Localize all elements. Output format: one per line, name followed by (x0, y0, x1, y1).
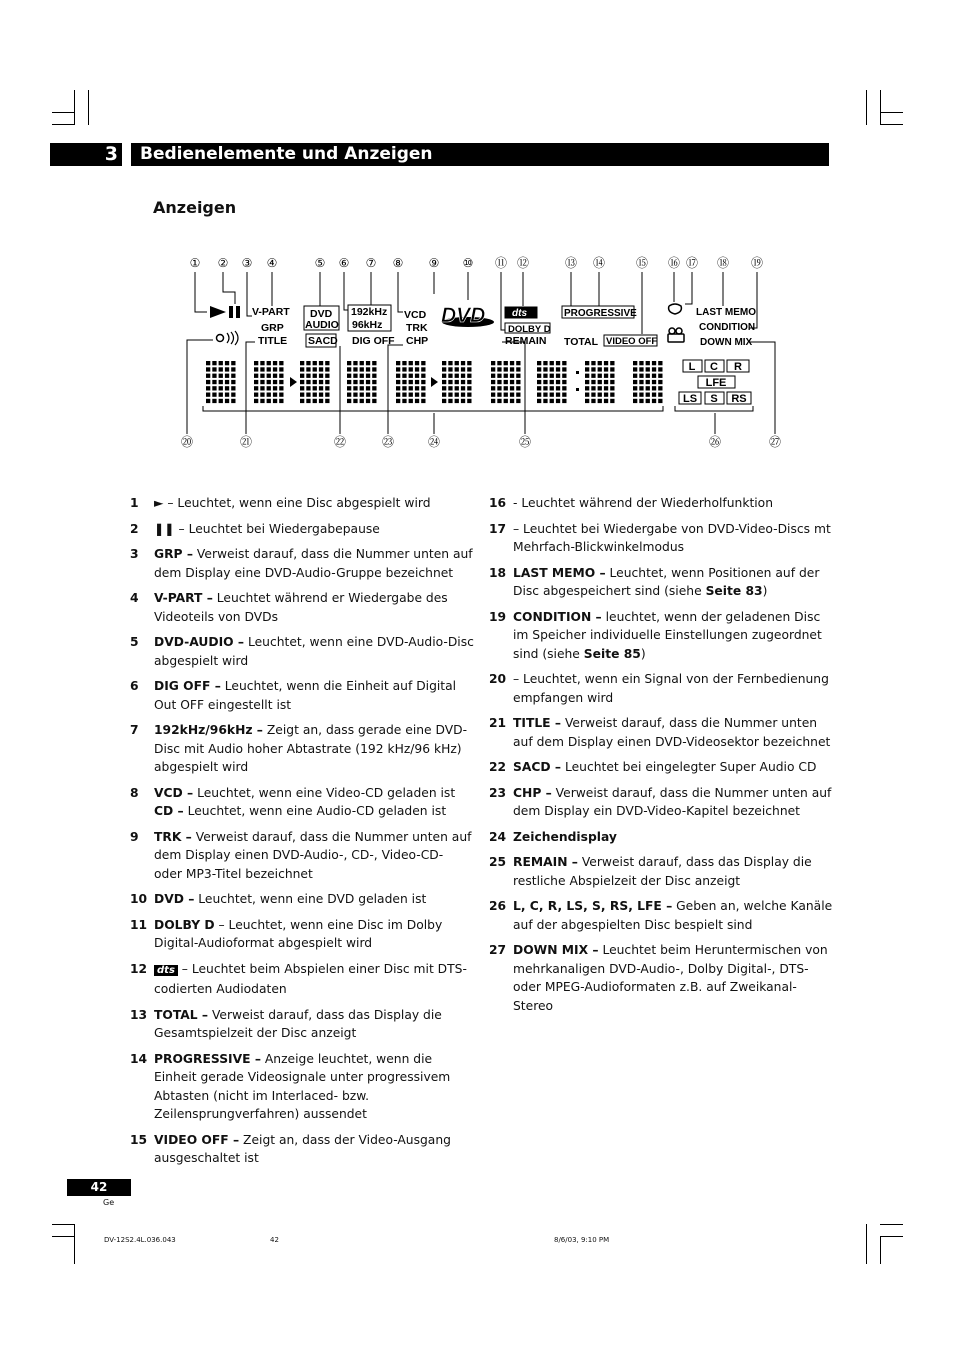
item-number: 15 (130, 1132, 148, 1147)
callout-6: ⑥ (338, 256, 350, 270)
callout-20: ⑳ (180, 435, 194, 449)
item-term: TOTAL – (154, 1007, 209, 1022)
item-term: GRP – (154, 547, 194, 561)
repeat-icon (669, 304, 682, 314)
label-chp: CHP (406, 335, 429, 347)
item-number: 20 (489, 672, 507, 686)
item-text: – Leuchtet, wenn eine Disc abgespielt wird (163, 496, 431, 510)
channel-rs: RS (731, 393, 747, 405)
item-text: Verweist darauf, dass die Nummer unten auf dem Display ein DVD-Video-Kapitel bezeichnet (513, 785, 832, 818)
item-number: 22 (489, 760, 507, 774)
item-term: PROGRESSIVE – (154, 1051, 261, 1066)
description-item (489, 784, 834, 821)
item-number: 11 (130, 917, 148, 932)
item-text: Leuchtet, wenn eine Audio-CD geladen ist (183, 804, 447, 818)
description-item (489, 494, 834, 513)
description-item (489, 941, 834, 1015)
play-icon (210, 306, 226, 318)
item-term: Seite 83 (705, 584, 763, 598)
item-term: V-PART – (154, 591, 213, 605)
description-item (489, 564, 834, 601)
item-text: Verweist darauf, dass das Display die Gesamtspielzeit der Disc anzeigt (154, 1007, 442, 1040)
item-text: ) (640, 646, 646, 661)
item-text: Leuchtet bei eingelegter Super Audio CD (561, 760, 817, 774)
label-192khz: 192kHz (351, 306, 388, 318)
label-title: TITLE (258, 335, 288, 347)
label-sacd: SACD (308, 335, 338, 347)
label-grp: GRP (261, 322, 284, 334)
label-vcd: VCD (404, 309, 427, 321)
label-downmix: DOWN MIX (700, 337, 753, 348)
crop-mark (880, 124, 903, 125)
separator-arrow-icon (290, 377, 297, 387)
item-text: Leuchtet, wenn eine DVD-Audio-Disc abgespielt wird (154, 635, 474, 668)
item-text: Leuchtet, wenn Positionen auf der Disc abgespeichert sind (siehe (513, 565, 820, 598)
channel-l: L (688, 361, 696, 373)
crop-mark (880, 1236, 903, 1237)
description-item (130, 545, 475, 582)
item-text: Verweist darauf, dass die Nummer unten auf dem Display einen DVD-Videosektor bezeichnet (513, 716, 831, 749)
label-condition: CONDITION (699, 322, 756, 333)
item-number: 24 (489, 829, 507, 844)
item-text: Anzeige leuchtet, wenn die Einheit gerade Videosignale unter progressivem Abtasten (nicht im Interlaced- bzw. Zeilensprungverfahren) aussendet (154, 1051, 451, 1121)
callout-17: ⑰ (685, 256, 699, 270)
description-item (130, 916, 475, 953)
footer-page: 42 (270, 1236, 279, 1244)
callout-10: ⑩ (462, 256, 474, 270)
crop-mark (52, 124, 75, 125)
channel-r: R (734, 361, 742, 373)
label-remain: REMAIN (505, 335, 547, 347)
angle-icon (668, 328, 684, 342)
item-text: Zeigt an, dass der Video-Ausgang ausgeschaltet ist (154, 1132, 451, 1165)
callout-14: ⑭ (592, 256, 606, 270)
callout-27: ㉗ (768, 435, 782, 449)
crop-mark (880, 112, 903, 113)
item-number: 17 (489, 521, 507, 536)
colon-dot (576, 388, 579, 391)
item-text: Verweist darauf, dass die Nummer unten auf dem Display eine DVD-Audio-Gruppe bezeichnet (154, 547, 473, 580)
item-term: DVD-AUDIO – (154, 635, 245, 649)
callout-15: ⑮ (635, 256, 649, 270)
item-term: SACD – (513, 760, 562, 774)
item-term: DVD – (154, 892, 195, 906)
item-number: 4 (130, 591, 139, 605)
item-text: Zeigt an, dass gerade eine DVD-Disc mit Audio hoher Abtastrate (192 kHz/96 kHz) abgespielt wird (154, 723, 468, 774)
callout-22: ㉒ (333, 435, 347, 449)
item-term: TRK – (154, 829, 192, 844)
description-item (130, 721, 475, 777)
label-videooff: VIDEO OFF (606, 336, 658, 347)
header-gap (122, 143, 131, 166)
description-item (130, 677, 475, 714)
item-text: – Leuchtet bei Wiedergabe von DVD-Video-Discs mt Mehrfach-Blickwinkelmodus (513, 521, 831, 554)
item-number: 8 (130, 785, 139, 800)
separator-arrow-icon (431, 377, 438, 387)
callout-5: ⑤ (314, 256, 326, 270)
item-term: VIDEO OFF – (154, 1132, 240, 1147)
description-item (489, 670, 834, 707)
description-item (489, 608, 834, 664)
item-number: 21 (489, 716, 507, 730)
pause-icon (236, 306, 240, 318)
description-item (130, 828, 475, 884)
description-list-right (489, 494, 834, 1022)
item-text: Leuchtet, wenn die Einheit auf Digital Out OFF eingestellt ist (154, 679, 457, 712)
item-term: ► (154, 496, 164, 510)
chapter-number: 3 (104, 143, 118, 165)
crop-mark (52, 1224, 75, 1225)
label-digoff: DIG OFF (352, 335, 395, 347)
label-dvd: DVD (310, 308, 333, 320)
item-number: 14 (130, 1051, 148, 1066)
item-text: – Leuchtet, wenn ein Signal von der Fernbedienung empfangen wird (513, 672, 829, 705)
channel-ls: LS (682, 393, 698, 405)
item-number: 5 (130, 635, 139, 649)
crop-mark (880, 1224, 903, 1225)
item-text: Verweist darauf, dass das Display die restliche Abspielzeit der Disc anzeigt (513, 855, 812, 888)
channel-s: S (710, 393, 718, 405)
crop-mark (88, 90, 89, 125)
item-number: 3 (130, 547, 139, 561)
label-trk: TRK (406, 322, 428, 334)
callout-13: ⑬ (564, 256, 578, 270)
crop-mark (880, 1236, 881, 1264)
item-number: 18 (489, 565, 507, 580)
description-item (489, 520, 834, 557)
remote-signal-icon (217, 335, 224, 342)
crop-mark (880, 90, 881, 125)
item-text: – Leuchtet bei Wiedergabepause (174, 521, 380, 536)
label-96khz: 96kHz (352, 319, 383, 331)
item-text: ) (762, 584, 768, 598)
item-term: REMAIN – (513, 855, 578, 869)
label-total: TOTAL (564, 336, 599, 348)
callout-21: ㉑ (239, 435, 253, 449)
item-number: 7 (130, 723, 139, 737)
item-number: 12 (130, 961, 148, 976)
display-diagram (175, 250, 785, 455)
callout-18: ⑱ (716, 256, 730, 270)
crop-mark (74, 90, 75, 125)
item-text: – Leuchtet beim Abspielen einer Disc mit DTS-codierten Audiodaten (154, 961, 467, 996)
colon-dot (576, 371, 579, 374)
channel-lfe: LFE (705, 377, 727, 389)
item-term: CONDITION – (513, 609, 602, 624)
callout-19: ⑲ (750, 256, 764, 270)
description-item (130, 1050, 475, 1124)
description-item (130, 784, 475, 821)
item-term: LAST MEMO – (513, 565, 606, 580)
item-text: Verweist darauf, dass die Nummer unten auf dem Display einen DVD-Audio-, CD-, Video-CD- oder MP3-Titel bezeichnet (154, 829, 472, 881)
callout-25: ㉕ (518, 435, 532, 449)
page-number: 42 (67, 1179, 131, 1196)
section-title: Anzeigen (153, 198, 237, 217)
callout-4: ④ (266, 256, 278, 270)
item-term: DOLBY D (154, 917, 215, 932)
description-item (489, 897, 834, 934)
callout-24: ㉔ (427, 435, 441, 449)
label-audio: AUDIO (305, 319, 339, 331)
item-term: CHP – (513, 785, 552, 800)
callout-1: ① (189, 256, 201, 270)
crop-mark (52, 1236, 75, 1237)
item-text: Geben an, welche Kanäle auf der abgespielten Disc bespielt sind (513, 899, 833, 932)
footer-file: DV-12S2.4L.036.043 (104, 1236, 176, 1244)
callout-9: ⑨ (428, 256, 440, 270)
item-term: TITLE – (513, 716, 562, 730)
item-number: 25 (489, 855, 507, 869)
item-text: leuchtet, wenn der geladenen Disc im Speicher individuelle Einstellungen zugeordnet sind (siehe (513, 609, 822, 661)
crop-mark (74, 1224, 75, 1264)
description-item (130, 494, 475, 513)
description-item (489, 714, 834, 751)
item-number: 10 (130, 892, 148, 906)
chapter-number-box (50, 143, 122, 166)
callout-2: ② (217, 256, 229, 270)
dts-logo: dts (512, 308, 527, 319)
item-number: 26 (489, 899, 507, 913)
item-term: 192kHz/96kHz – (154, 723, 263, 737)
callout-26: ㉖ (708, 435, 722, 449)
channel-c: C (710, 361, 718, 373)
label-progressive: PROGRESSIVE (564, 308, 637, 319)
item-text: Leuchtet beim Heruntermischen von mehrkanaligen DVD-Audio-, Dolby Digital-, DTS- oder MPEG-Audioformaten z.B. auf Zweikanal-Stereo (513, 943, 828, 1013)
crop-mark (866, 90, 867, 125)
footer-date: 8/6/03, 9:10 PM (554, 1236, 610, 1244)
item-term: dts (154, 965, 178, 976)
description-item (130, 633, 475, 670)
callout-11: ⑪ (494, 256, 508, 270)
item-term: DOWN MIX – (513, 943, 599, 957)
label-vpart: V-PART (252, 306, 290, 318)
callout-23: ㉓ (381, 435, 395, 449)
callout-7: ⑦ (365, 256, 377, 270)
description-list-left (130, 494, 475, 1175)
crop-mark (52, 112, 75, 113)
item-number: 27 (489, 943, 507, 957)
item-term: CD – (154, 804, 184, 818)
description-item (489, 758, 834, 777)
crop-mark (866, 1224, 867, 1264)
description-item (130, 890, 475, 909)
callout-12: ⑫ (516, 256, 530, 270)
item-term: ❚❚ (154, 521, 175, 536)
item-term: DIG OFF – (154, 679, 221, 693)
label-dolbyd: DOLBY D (508, 324, 551, 335)
item-number: 13 (130, 1007, 148, 1022)
dvd-logo-text: DVD (441, 304, 486, 327)
remote-signal-icon (227, 331, 238, 345)
item-text: Leuchtet während er Wiedergabe des Videoteils von DVDs (154, 591, 448, 624)
label-lastmemo: LAST MEMO (696, 307, 756, 318)
description-item (130, 520, 475, 539)
item-number: 19 (489, 609, 507, 624)
item-number: 1 (130, 496, 139, 510)
item-text: Leuchtet, wenn eine DVD geladen ist (194, 892, 427, 906)
description-item (130, 589, 475, 626)
item-number: 2 (130, 521, 139, 536)
language-code: Ge (103, 1198, 115, 1207)
callout-8: ⑧ (392, 256, 404, 270)
item-number: 9 (130, 829, 139, 844)
item-number: 16 (489, 496, 507, 510)
chapter-title: Bedienelemente und Anzeigen (140, 144, 433, 164)
item-term: VCD – (154, 785, 194, 800)
callout-16: ⑯ (667, 256, 681, 270)
item-text: Leuchtet, wenn eine Video-CD geladen ist (193, 785, 456, 800)
description-item (130, 1131, 475, 1168)
item-text: - Leuchtet während der Wiederholfunktion (513, 496, 773, 510)
description-item (130, 960, 475, 999)
item-term: Zeichendisplay (513, 829, 617, 844)
description-item (130, 1006, 475, 1043)
item-term: L, C, R, LS, S, RS, LFE – (513, 899, 673, 913)
callout-3: ③ (241, 256, 253, 270)
description-item (489, 828, 834, 847)
item-number: 6 (130, 679, 139, 693)
item-number: 23 (489, 785, 507, 800)
item-term: Seite 85 (583, 646, 641, 661)
item-text: – Leuchtet, wenn eine Disc im Dolby Digital-Audioformat abgespielt wird (154, 917, 443, 950)
description-item (489, 853, 834, 890)
pause-icon (229, 306, 233, 318)
